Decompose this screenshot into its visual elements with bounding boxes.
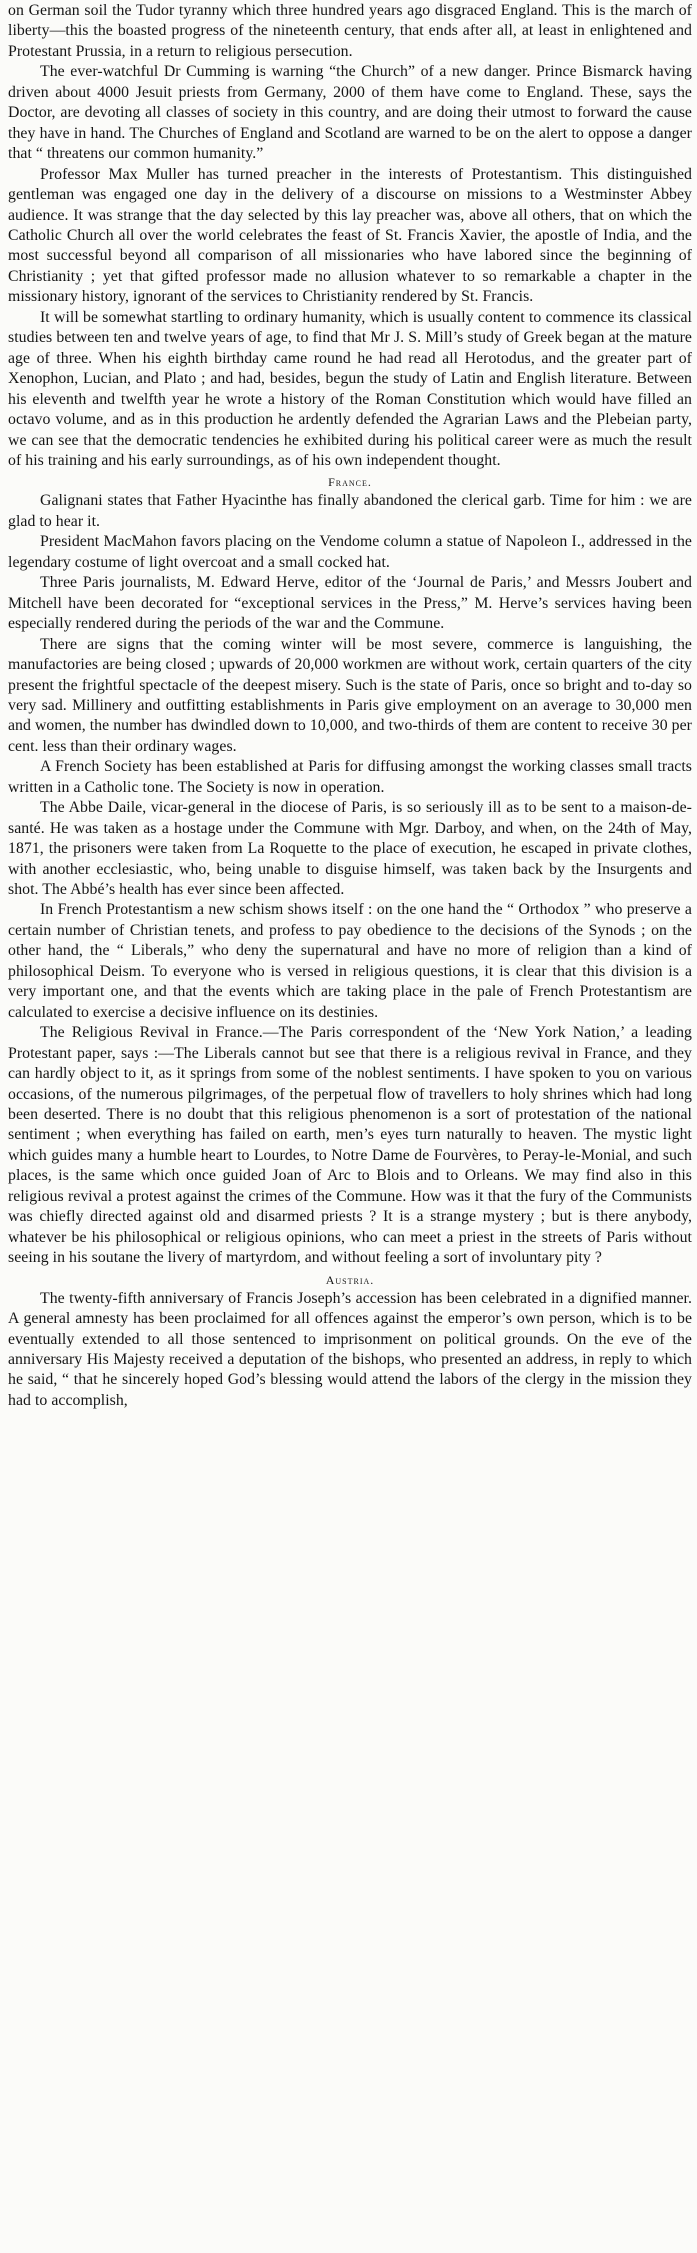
france-paragraph-7: In French Protestantism a new schism shows itself : on the one hand the “ Orthodox ” who preserve a certain number of Christian tenets, and profess to pay obedience to the decisions of the Synods ; on the other hand, the “ Liberals,” who deny the supernatural and have no more of religion than a kind of philosophical Deism. To everyone who is versed in religious questions, it is clear that this division is a very important one, and that the events which are taking place in the pale of French Protestantism are calculated to exercise a decisive influence on its destinies. <box>8 901 692 1021</box>
france-paragraph-2: President MacMahon favors placing on the Vendome column a statue of Napoleon I., addressed in the legendary costume of light overcoat and a small cocked hat. <box>8 533 692 571</box>
intro-paragraph-1: on German soil the Tudor tyranny which three hundred years ago disgraced England. This is the march of liberty—this the boasted progress of the nineteenth century, that ends after all, at least in enlightened and Protestant Prussia, in a return to religious persecution. <box>8 2 692 60</box>
intro-paragraph-4: It will be somewhat startling to ordinary humanity, which is usually content to commence its classical studies between ten and twelve years of age, to find that Mr J. S. Mill’s study of Greek began at the mature age of three. When his eighth birthday came round he had read all Herotodus, and the greater part of Xenophon, Lucian, and Plato ; and had, besides, begun the study of Latin and English literature. Between his eleventh and twelfth year he wrote a history of the Roman Constitution which would have filled an octavo volume, and as in this production he ardently defended the Agrarian Laws and the Plebeian party, we can see that the democratic tendencies he exhibited during his political career were as much the result of his training and his early surroundings, as of his own independent thought. <box>8 308 692 469</box>
france-paragraph-8: The Religious Revival in France.—The Paris correspondent of the ‘New York Nation,’ a leading Protestant paper, says :—The Liberals cannot but see that there is a religious revival in France, and they can hardly object to it, as it springs from some of the noblest sentiments. I have spoken to you on various occasions, of the numerous pilgrimages, of the perpetual flow of travellers to holy shrines which had long been deserted. There is no doubt that this religious phenomenon is a sort of protestation of the national sentiment ; when everything has failed on earth, men’s eyes turn naturally to heaven. The mystic light which guides many a humble heart to Lourdes, to Notre Dame de Fourvères, to Peray-le-Monial, and such places, is the same which once guided Joan of Arc to Blois and to Orleans. We may find also in this religious revival a protest against the crimes of the Commune. How was it that the fury of the Communists was chiefly directed against old and disarmed priests ? It is a strange mystery ; but is there anybody, whatever be his philosophical or religious opinions, who can meet a priest in the streets of Paris without seeing in his soutane the livery of martyrdom, and without feeling a sort of involuntary pity ? <box>8 1024 692 1267</box>
france-paragraph-1: Galignani states that Father Hyacinthe has finally abandoned the clerical garb. Time for him : we are glad to hear it. <box>8 492 692 530</box>
section-heading-austria: Austria. <box>325 1272 375 1287</box>
section-heading-france: France. <box>328 475 372 490</box>
france-paragraph-6: The Abbe Daile, vicar-general in the diocese of Paris, is so seriously ill as to be sent to a maison-de-santé. He was taken as a hostage under the Commune with Mgr. Darboy, and when, on the 24th of May, 1871, the prisoners were taken from La Roquette to the place of execution, he escaped in private clothes, with another ecclesiastic, who, being unable to disguise himself, was taken back by the Insurgents and shot. The Abbé’s health has ever since been affected. <box>8 799 692 899</box>
france-paragraph-4: There are signs that the coming winter will be most severe, commerce is languishing, the manufactories are being closed ; upwards of 20,000 workmen are without work, certain quarters of the city present the frightful spectacle of the deepest misery. Such is the state of Paris, once so bright and to-day so very sad. Millinery and outfitting establishments in Paris give employment on an average to 30,000 men and women, the number has dwindled down to 10,000, and two-thirds of them are content to receive 30 per cent. less than their ordinary wages. <box>8 635 692 755</box>
austria-paragraph-1: The twenty-fifth anniversary of Francis Joseph’s accession has been celebrated in a dignified manner. A general amnesty has been proclaimed for all offences against the emperor’s own person, which is to be eventually extended to all those sentenced to imprisonment on political grounds. On the eve of the anniversary His Majesty received a deputation of the bishops, who presented an address, in reply to which he said, “ that he sincerely hoped God’s blessing would attend the labors of the clergy in the mission they had to accomplish, <box>8 1289 692 1409</box>
intro-paragraph-2: The ever-watchful Dr Cumming is warning “the Church” of a new danger. Prince Bismarck having driven about 4000 Jesuit priests from Germany, 2000 of them have come to England. These, says the Doctor, are devoting all classes of society in this country, and are doing their utmost to forward the cause they have in hand. The Churches of England and Scotland are warned to be on the alert to oppose a danger that “ threatens our common humanity.” <box>8 63 692 163</box>
france-paragraph-3: Three Paris journalists, M. Edward Herve, editor of the ‘Journal de Paris,’ and Messrs Joubert and Mitchell have been decorated for “exceptional services in the Press,” M. Herve’s services having been especially rendered during the periods of the war and the Commune. <box>8 574 692 633</box>
intro-paragraph-3: Professor Max Muller has turned preacher in the interests of Protestantism. This distinguished gentleman was engaged one day in the delivery of a discourse on missions to a Westminster Abbey audience. It was strange that the day selected by this lay preacher was, above all others, that on which the Catholic Church all over the world celebrates the feast of St. Francis Xavier, the apostle of India, and the most successful beyond all comparison of all missionaries who have labored since the beginning of Christianity ; yet that gifted professor made no allusion whatever to so remarkable a chapter in the missionary history, ignorant of the services to Christianity rendered by St. Francis. <box>8 165 692 306</box>
france-paragraph-5: A French Society has been established at Paris for diffusing amongst the working classes small tracts written in a Catholic tone. The Society is now in operation. <box>8 758 692 796</box>
